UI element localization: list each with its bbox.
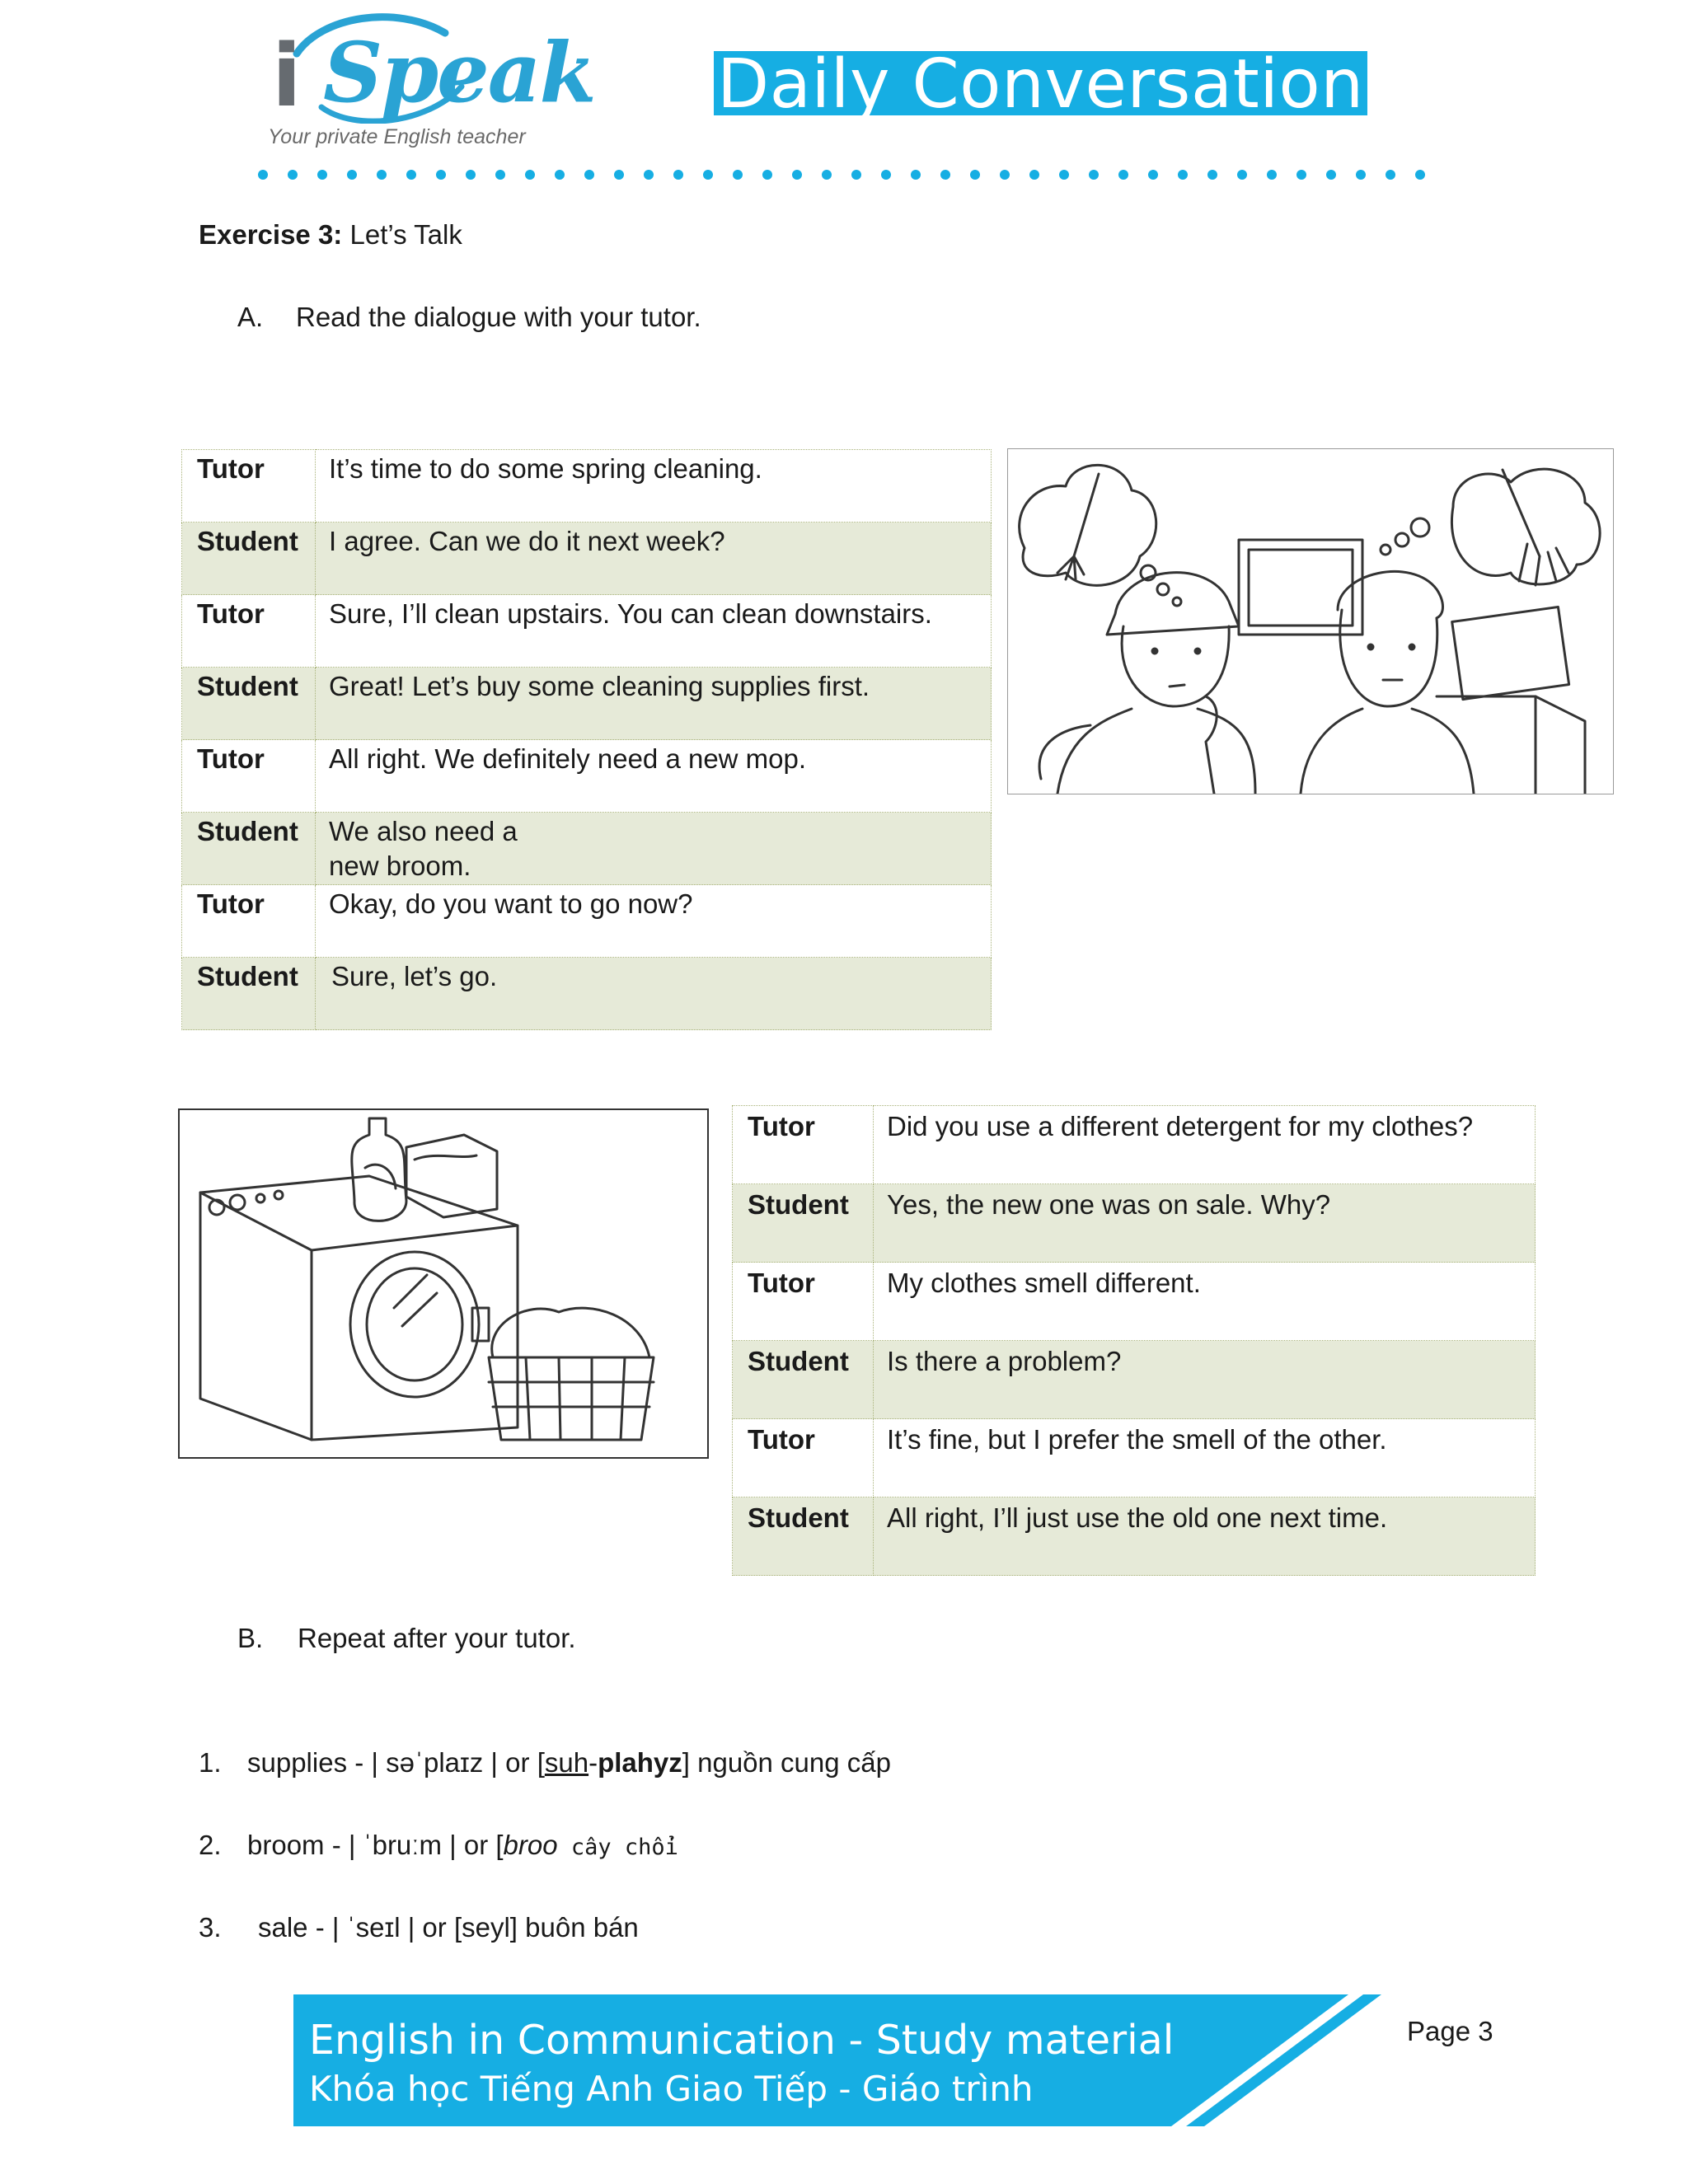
divider-dot bbox=[495, 170, 505, 180]
divider-dot bbox=[733, 170, 743, 180]
divider-dot bbox=[317, 170, 327, 180]
divider-dot bbox=[851, 170, 861, 180]
dialogue-row bbox=[733, 1341, 1536, 1419]
divider-dot bbox=[970, 170, 980, 180]
dialogue-table-2 bbox=[732, 1105, 1536, 1576]
dialogue-row bbox=[182, 740, 992, 813]
washing-machine-drawing bbox=[180, 1110, 707, 1457]
footer-course-subtitle: Khóa học Tiếng Anh Giao Tiếp - Giáo trình bbox=[309, 2069, 1034, 2109]
boys-thinking-drawing bbox=[1008, 449, 1613, 794]
vocab-number: 2. bbox=[199, 1830, 222, 1860]
dialogue-row bbox=[182, 668, 992, 740]
speaker-label: Student bbox=[182, 523, 316, 595]
vocab-respelling-stressed: plahyz bbox=[598, 1747, 682, 1778]
speaker-label: Tutor bbox=[182, 450, 316, 523]
page-number: Page 3 bbox=[1407, 2016, 1493, 2046]
step-b-instruction: Repeat after your tutor. bbox=[298, 1623, 576, 1653]
vocab-respelling: broo bbox=[503, 1830, 558, 1860]
divider-dot bbox=[1237, 170, 1247, 180]
speaker-label: Tutor bbox=[182, 595, 316, 668]
dialogue-line: All right. We definitely need a new mop. bbox=[316, 740, 992, 813]
footer-course-title: English in Communication - Study material bbox=[309, 2017, 1175, 2064]
dialogue-line: Okay, do you want to go now? bbox=[316, 885, 992, 958]
speaker-label: Tutor bbox=[182, 885, 316, 958]
dotted-divider bbox=[257, 166, 1436, 183]
speaker-label: Student bbox=[733, 1497, 874, 1576]
divider-dot bbox=[1267, 170, 1277, 180]
vocab-item-sale: sale - | ˈseɪl | or [seyl] buôn bán bbox=[258, 1912, 639, 1943]
divider-dot bbox=[1029, 170, 1039, 180]
divider-dot bbox=[1415, 170, 1425, 180]
logo-tagline: Your private English teacher bbox=[268, 125, 526, 148]
divider-dot bbox=[466, 170, 476, 180]
divider-dot bbox=[1118, 170, 1128, 180]
divider-dot bbox=[347, 170, 357, 180]
dialogue-row bbox=[733, 1184, 1536, 1263]
divider-dot bbox=[911, 170, 921, 180]
divider-dot bbox=[1386, 170, 1395, 180]
speaker-label: Student bbox=[733, 1341, 874, 1419]
dialogue-line: I agree. Can we do it next week? bbox=[316, 523, 992, 595]
step-a-instruction: Read the dialogue with your tutor. bbox=[296, 302, 701, 332]
vocab-translation: ] nguồn cung cấp bbox=[682, 1747, 891, 1778]
step-b-letter: B. bbox=[237, 1623, 264, 1653]
divider-dot bbox=[525, 170, 535, 180]
vocab-respelling-dash: - bbox=[588, 1747, 598, 1778]
dialogue-line: Did you use a different detergent for my clothes? bbox=[874, 1106, 1536, 1184]
logo-letter-i: i bbox=[272, 26, 302, 126]
dialogue-row bbox=[182, 595, 992, 668]
divider-dot bbox=[1356, 170, 1366, 180]
divider-dot bbox=[822, 170, 832, 180]
vocab-word: supplies - | səˈplaɪz | or [ bbox=[247, 1747, 545, 1778]
dialogue-row bbox=[182, 813, 992, 885]
vocab-item-broom bbox=[247, 1828, 678, 1862]
dialogue-line: My clothes smell different. bbox=[874, 1263, 1536, 1341]
divider-dot bbox=[258, 170, 268, 180]
speaker-label: Tutor bbox=[733, 1263, 874, 1341]
divider-dot bbox=[703, 170, 713, 180]
divider-dot bbox=[406, 170, 416, 180]
logo-wordmark: Speak bbox=[323, 24, 595, 121]
dialogue-row bbox=[182, 450, 992, 523]
speaker-label: Tutor bbox=[182, 740, 316, 813]
divider-dot bbox=[1089, 170, 1099, 180]
dialogue-row bbox=[182, 523, 992, 595]
exercise-heading bbox=[199, 218, 462, 251]
speaker-label: Student bbox=[733, 1184, 874, 1263]
divider-dot bbox=[436, 170, 446, 180]
divider-dot bbox=[584, 170, 594, 180]
divider-dot bbox=[940, 170, 950, 180]
dialogue-row bbox=[733, 1497, 1536, 1576]
dialogue-row bbox=[733, 1106, 1536, 1184]
divider-dot bbox=[644, 170, 654, 180]
exercise-label: Exercise 3: bbox=[199, 219, 343, 250]
dialogue-line: Sure, I’ll clean upstairs. You can clean downstairs. bbox=[316, 595, 992, 668]
divider-dot bbox=[377, 170, 387, 180]
dialogue-line: It’s time to do some spring cleaning. bbox=[316, 450, 992, 523]
divider-dot bbox=[1326, 170, 1336, 180]
divider-dot bbox=[288, 170, 298, 180]
vocab-number: 3. bbox=[199, 1912, 222, 1943]
dialogue-line: Great! Let’s buy some cleaning supplies first. bbox=[316, 668, 992, 740]
divider-dot bbox=[1296, 170, 1306, 180]
divider-dot bbox=[1000, 170, 1010, 180]
laundry-illustration bbox=[178, 1108, 709, 1459]
dialogue-line: We also need a new broom. bbox=[316, 813, 992, 885]
divider-dot bbox=[881, 170, 891, 180]
speaker-label: Student bbox=[182, 813, 316, 885]
divider-dot bbox=[1207, 170, 1217, 180]
vocab-item-supplies bbox=[247, 1746, 891, 1779]
dialogue-row bbox=[733, 1263, 1536, 1341]
dialogue-row bbox=[733, 1419, 1536, 1497]
dialogue-line: Yes, the new one was on sale. Why? bbox=[874, 1184, 1536, 1263]
dialogue-row bbox=[182, 958, 992, 1030]
speaker-label: Student bbox=[182, 668, 316, 740]
divider-dot bbox=[1148, 170, 1158, 180]
dialogue-table-1 bbox=[181, 449, 992, 1030]
dialogue-line: All right, I’ll just use the old one next time. bbox=[874, 1497, 1536, 1576]
divider-dot bbox=[1178, 170, 1188, 180]
vocab-word: broom - | ˈbruːm | or [ bbox=[247, 1830, 504, 1860]
speaker-label: Student bbox=[182, 958, 316, 1030]
vocab-respelling-stressless: suh bbox=[544, 1747, 589, 1778]
document-title: Daily Conversation bbox=[714, 51, 1367, 115]
cleaning-illustration bbox=[1007, 448, 1614, 794]
exercise-name: Let’s Talk bbox=[349, 219, 462, 250]
dialogue-line: Sure, let’s go. bbox=[316, 958, 992, 1030]
divider-dot bbox=[614, 170, 624, 180]
step-a-letter: A. bbox=[237, 302, 264, 332]
divider-dot bbox=[555, 170, 565, 180]
dialogue-line: It’s fine, but I prefer the smell of the other. bbox=[874, 1419, 1536, 1497]
divider-dot bbox=[673, 170, 683, 180]
speaker-label: Tutor bbox=[733, 1106, 874, 1184]
vocab-number: 1. bbox=[199, 1747, 222, 1778]
divider-dot bbox=[792, 170, 802, 180]
speaker-label: Tutor bbox=[733, 1419, 874, 1497]
vocab-translation: cây chổi bbox=[557, 1835, 678, 1860]
dialogue-line: Is there a problem? bbox=[874, 1341, 1536, 1419]
divider-dot bbox=[1059, 170, 1069, 180]
dialogue-row bbox=[182, 885, 992, 958]
divider-dot bbox=[762, 170, 772, 180]
